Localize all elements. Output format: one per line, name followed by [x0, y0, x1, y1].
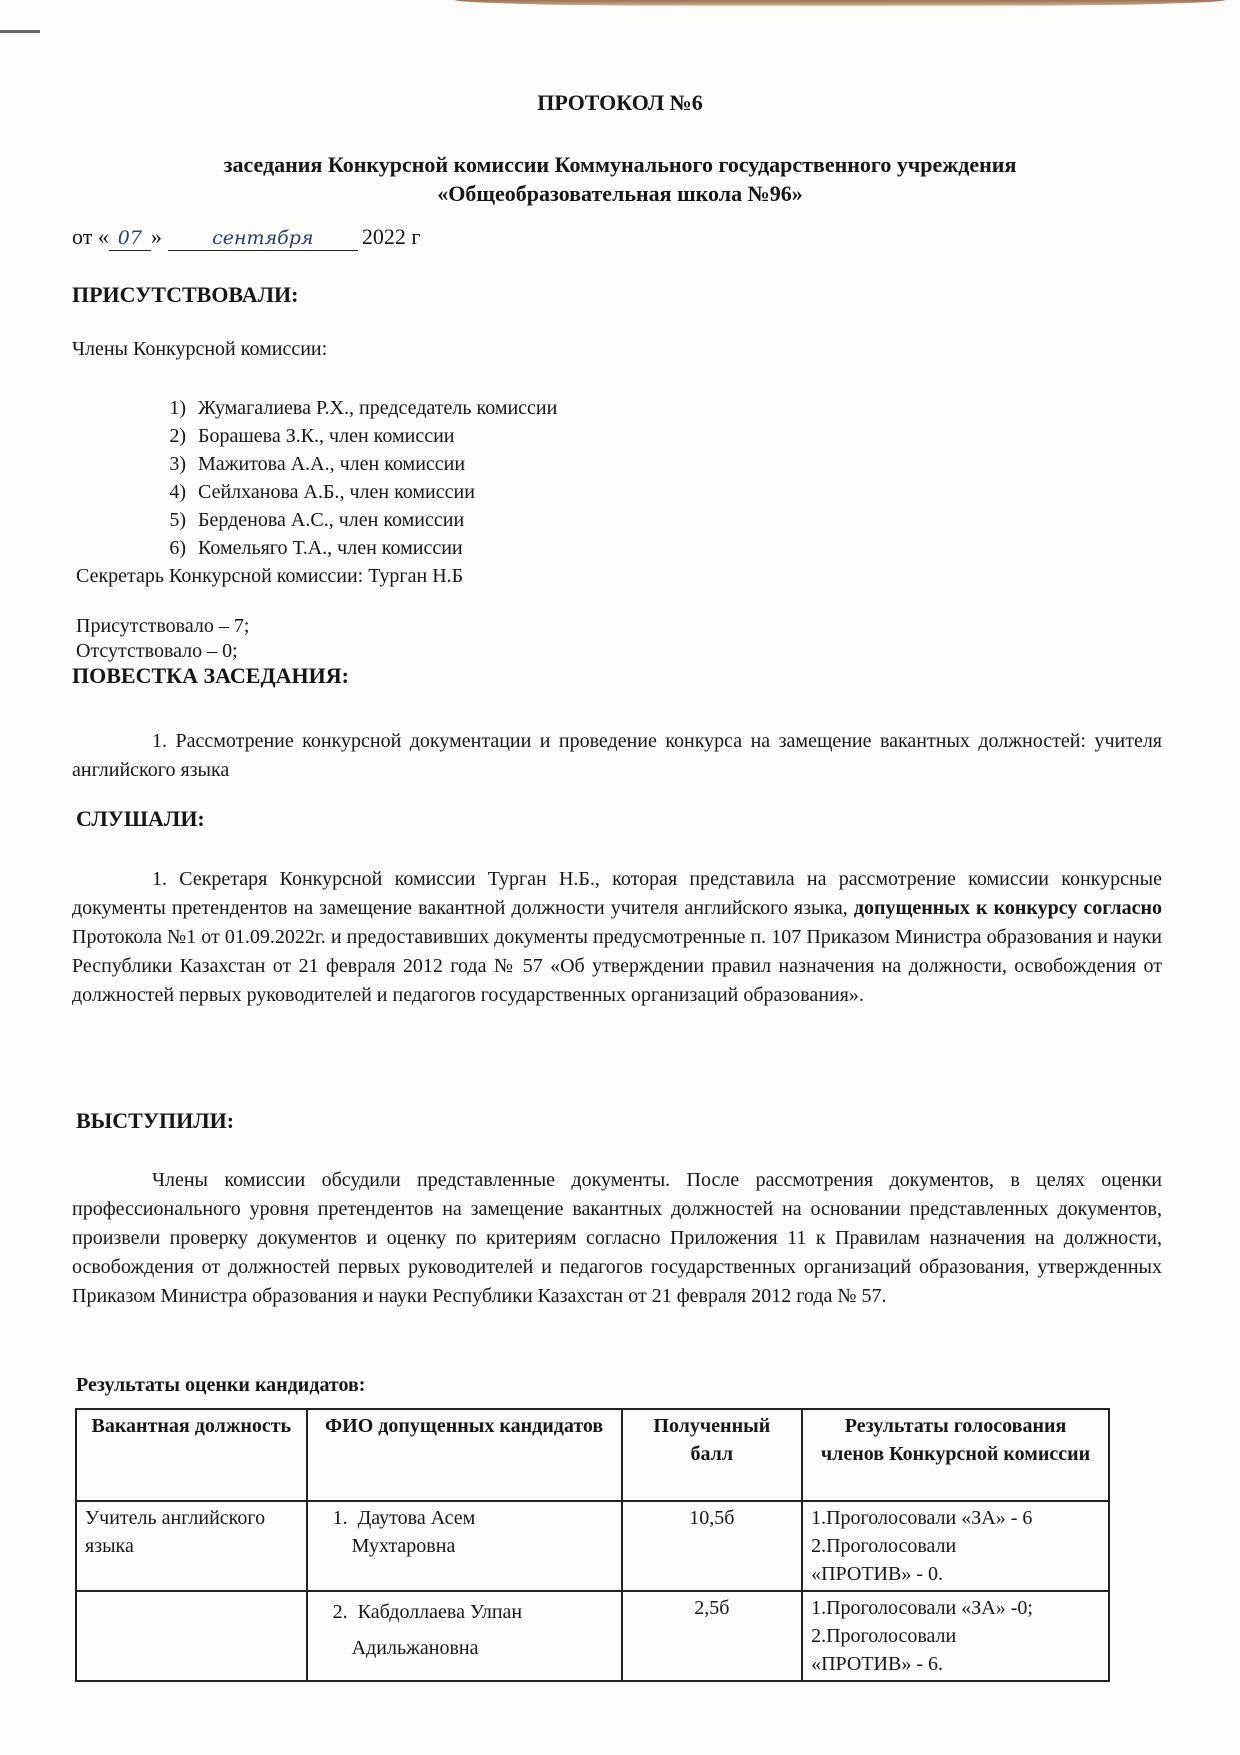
heard-text-bold: допущенных к конкурсу согласно	[853, 897, 1162, 919]
document-title: ПРОТОКОЛ №6	[537, 90, 703, 115]
vote-line: 2.Проголосовали	[811, 1535, 957, 1557]
list-item	[150, 394, 557, 422]
document-date	[72, 224, 420, 251]
member-text: Жумагалиева Р.Х., председатель комиссии	[198, 397, 558, 419]
member-text: Мажитова А.А., член комиссии	[198, 453, 466, 475]
list-item	[150, 422, 557, 450]
cell-votes	[802, 1591, 1109, 1681]
heard-text-part1: 1. Секретаря Конкурсной комиссии Турган Н.Б., которая представила на рассмотрение комиссии конкурсные документы претендентов на замещение вакантной должности учителя английского языка,	[72, 868, 1162, 919]
member-number: 3)	[169, 453, 186, 475]
table-row	[76, 1501, 1109, 1591]
heard-paragraph	[72, 865, 1162, 1010]
member-number: 5)	[169, 509, 186, 531]
cell-candidate	[307, 1591, 622, 1681]
date-mid: »	[150, 224, 162, 249]
list-item	[150, 450, 557, 478]
header-score: Полученный балл	[622, 1409, 803, 1501]
candidate-name-line2: Адильжановна	[351, 1637, 479, 1659]
member-text: Комельяго Т.А., член комиссии	[198, 537, 463, 559]
date-month-field	[168, 224, 358, 251]
candidate-name-line2: Мухтаровна	[351, 1535, 456, 1557]
cell-candidate	[307, 1501, 622, 1591]
candidate-name-line1: Даутова Асем	[357, 1507, 476, 1529]
subtitle-line-2: «Общеобразовательная школа №96»	[437, 181, 803, 206]
spoke-heading: ВЫСТУПИЛИ:	[76, 1108, 235, 1133]
list-item	[150, 534, 557, 562]
cell-score: 10,5б	[622, 1501, 803, 1591]
member-number: 6)	[169, 537, 186, 559]
absent-count: Отсутствовало – 0;	[76, 640, 238, 662]
list-item	[150, 478, 557, 506]
member-text: Сейлханова А.Б., член комиссии	[198, 481, 475, 503]
member-number: 2)	[169, 425, 186, 447]
cell-votes	[802, 1501, 1109, 1591]
vote-line: 1.Проголосовали «ЗА» - 6	[811, 1507, 1033, 1529]
member-number: 1)	[169, 397, 186, 419]
heard-text-part2: Протокола №1 от 01.09.2022г. и предоставивших документы предусмотренные п. 107 Приказом Министра образования и науки Республики Казахстан от 21 февраля 2012 года № 57 «Об утверждении правил назначения на должности, освобождения от должностей первых руководителей и педагогов государственных организаций образования».	[72, 926, 1162, 1006]
vote-line: 2.Проголосовали	[811, 1625, 957, 1647]
results-caption: Результаты оценки кандидатов:	[76, 1374, 366, 1396]
cell-position: Учитель английского языка	[76, 1501, 307, 1591]
attended-count: Присутствовало – 7;	[76, 615, 250, 637]
list-item	[150, 506, 557, 534]
date-day-field	[109, 224, 151, 251]
date-month-handwritten: сентября	[212, 227, 314, 249]
agenda-item-text: 1. Рассмотрение конкурсной документации и проведение конкурса на замещение вакантных должностей: учителя английского языка	[72, 730, 1162, 781]
member-number: 4)	[169, 481, 186, 503]
date-year: 2022 г	[361, 224, 421, 249]
vote-line: «ПРОТИВ» - 6.	[811, 1653, 943, 1675]
header-candidates: ФИО допущенных кандидатов	[307, 1409, 622, 1501]
member-text: Борашева З.К., член комиссии	[198, 425, 455, 447]
present-heading: ПРИСУТСТВОВАЛИ:	[72, 282, 299, 307]
document-subtitle	[0, 150, 1240, 208]
date-prefix: от «	[72, 224, 109, 249]
table-header-row	[76, 1409, 1109, 1501]
agenda-heading: ПОВЕСТКА ЗАСЕДАНИЯ:	[72, 663, 349, 688]
heard-heading: СЛУШАЛИ:	[76, 806, 205, 831]
cell-position	[76, 1591, 307, 1681]
candidate-number: 1.	[332, 1507, 348, 1529]
agenda-item	[72, 727, 1162, 785]
header-position: Вакантная должность	[76, 1409, 307, 1501]
table-row	[76, 1591, 1109, 1681]
secretary-line: Секретарь Конкурсной комиссии: Турган Н.Б	[76, 565, 464, 587]
members-label: Члены Конкурсной комиссии:	[72, 338, 328, 360]
vote-line: «ПРОТИВ» - 0.	[811, 1563, 943, 1585]
candidate-number: 2.	[332, 1601, 348, 1623]
members-list	[150, 394, 557, 562]
cell-score: 2,5б	[622, 1591, 803, 1681]
results-table	[75, 1408, 1110, 1682]
candidate-name-line1: Кабдоллаева Улпан	[357, 1601, 523, 1623]
member-text: Берденова А.С., член комиссии	[198, 509, 465, 531]
spoke-paragraph	[72, 1166, 1162, 1311]
spoke-text: Члены комиссии обсудили представленные документы. После рассмотрения документов, в целях оценки профессионального уровня претендентов на замещение вакантных должностей на основании представленных документов, произвели проверку документов и оценку по критериям согласно Приложения 11 к Правилам назначения на должности, освобождения от должностей первых руководителей и педагогов государственных организаций образования, утвержденных Приказом Министра образования и науки Республики Казахстан от 21 февраля 2012 года № 57.	[72, 1169, 1162, 1307]
subtitle-line-1: заседания Конкурсной комиссии Коммунального государственного учреждения	[223, 152, 1017, 177]
date-day-handwritten: 07	[117, 227, 142, 249]
vote-line: 1.Проголосовали «ЗА» -0;	[811, 1597, 1033, 1619]
header-votes: Результаты голосования членов Конкурсной комиссии	[802, 1409, 1109, 1501]
